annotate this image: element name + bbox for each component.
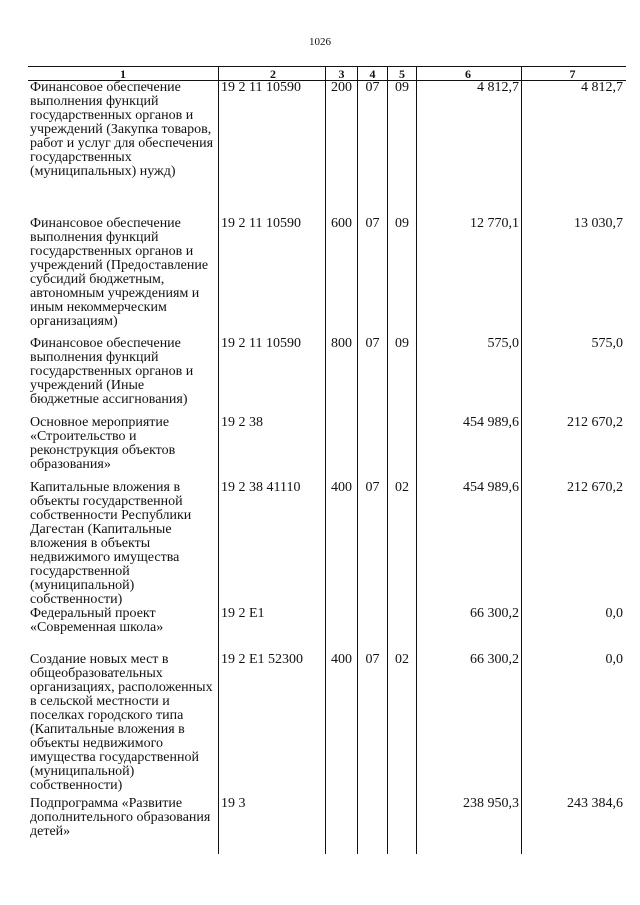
- row-code: 19 2 11 10590: [219, 81, 326, 217]
- row-expense-type: 400: [326, 653, 358, 797]
- row-code: 19 2 38: [219, 416, 326, 481]
- row-subsection: [388, 797, 417, 854]
- header-row: [28, 67, 626, 81]
- row-name: Федеральный проект «Современная школа»: [30, 605, 164, 635]
- budget-table: [28, 66, 626, 854]
- row-section: [358, 607, 388, 653]
- row-code: 19 2 11 10590: [219, 217, 326, 337]
- row-subsection: 02: [388, 653, 417, 797]
- row-expense-type: 200: [326, 81, 358, 217]
- row-amount-col7: 0,0: [522, 607, 627, 653]
- row-section: 07: [358, 217, 388, 337]
- page-number: 1026: [309, 36, 331, 48]
- column-header: 7: [522, 67, 627, 81]
- row-code: 19 3: [219, 797, 326, 854]
- row-name: Финансовое обеспечение выполнения функций государственных органов и учреждений (Предоставление субсидий бюджетным, автономным учреждениям и иным некоммерческим организациям): [30, 215, 209, 329]
- row-section: 07: [358, 81, 388, 217]
- column-header: 3: [326, 67, 358, 81]
- row-section: 07: [358, 653, 388, 797]
- row-amount-col6: 4 812,7: [417, 81, 522, 217]
- row-amount-col6: 238 950,3: [417, 797, 522, 854]
- row-subsection: [388, 607, 417, 653]
- table-row: [28, 416, 626, 481]
- row-subsection: [388, 416, 417, 481]
- row-amount-col7: 212 670,2: [522, 416, 627, 481]
- row-amount-col7: 4 812,7: [522, 81, 627, 217]
- table-row: [28, 481, 626, 607]
- row-expense-type: 400: [326, 481, 358, 607]
- row-section: [358, 797, 388, 854]
- row-section: 07: [358, 481, 388, 607]
- row-amount-col7: 13 030,7: [522, 217, 627, 337]
- table-row: [28, 217, 626, 337]
- row-code: 19 2 38 41110: [219, 481, 326, 607]
- row-expense-type: 800: [326, 337, 358, 416]
- row-subsection: 09: [388, 217, 417, 337]
- table-row: [28, 337, 626, 416]
- column-header: 6: [417, 67, 522, 81]
- row-expense-type: [326, 797, 358, 854]
- row-subsection: 02: [388, 481, 417, 607]
- table-row: [28, 653, 626, 797]
- table-row: [28, 81, 626, 217]
- row-expense-type: 600: [326, 217, 358, 337]
- row-amount-col7: 212 670,2: [522, 481, 627, 607]
- row-subsection: 09: [388, 337, 417, 416]
- row-name: Подпрограмма «Развитие дополнительного образования детей»: [30, 795, 211, 839]
- row-name: Основное мероприятие «Строительство и реконструкция объектов образования»: [30, 414, 176, 472]
- row-section: [358, 416, 388, 481]
- table-row: [28, 797, 626, 854]
- table-row: [28, 607, 626, 653]
- row-name: Финансовое обеспечение выполнения функций государственных органов и учреждений (Иные бюджетные ассигнования): [30, 335, 194, 407]
- row-expense-type: [326, 607, 358, 653]
- row-expense-type: [326, 416, 358, 481]
- row-amount-col6: 66 300,2: [417, 607, 522, 653]
- row-amount-col7: 0,0: [522, 653, 627, 797]
- row-subsection: 09: [388, 81, 417, 217]
- row-amount-col7: 575,0: [522, 337, 627, 416]
- column-header: 1: [28, 67, 219, 81]
- column-header: 2: [219, 67, 326, 81]
- row-amount-col6: 12 770,1: [417, 217, 522, 337]
- row-name: Финансовое обеспечение выполнения функций государственных органов и учреждений (Закупка товаров, работ и услуг для обеспечения государственных (муниципальных) нужд): [30, 80, 214, 179]
- column-header: 5: [388, 67, 417, 81]
- row-code: 19 2 11 10590: [219, 337, 326, 416]
- row-name: Создание новых мест в общеобразовательных организациях, расположенных в сельской местности и поселках городского типа (Капитальные вложения в объекты недвижимого имущества государственной (муниципальной) собственности): [30, 651, 213, 793]
- row-amount-col6: 454 989,6: [417, 416, 522, 481]
- row-amount-col7: 243 384,6: [522, 797, 627, 854]
- row-name: Капитальные вложения в объекты государственной собственности Республики Дагестан (Капитальные вложения в объекты недвижимого имущества государственной (муниципальной) собственности): [30, 479, 192, 607]
- row-code: 19 2 E1 52300: [219, 653, 326, 797]
- row-amount-col6: 66 300,2: [417, 653, 522, 797]
- row-amount-col6: 575,0: [417, 337, 522, 416]
- row-code: 19 2 E1: [219, 607, 326, 653]
- column-header: 4: [358, 67, 388, 81]
- row-amount-col6: 454 989,6: [417, 481, 522, 607]
- row-section: 07: [358, 337, 388, 416]
